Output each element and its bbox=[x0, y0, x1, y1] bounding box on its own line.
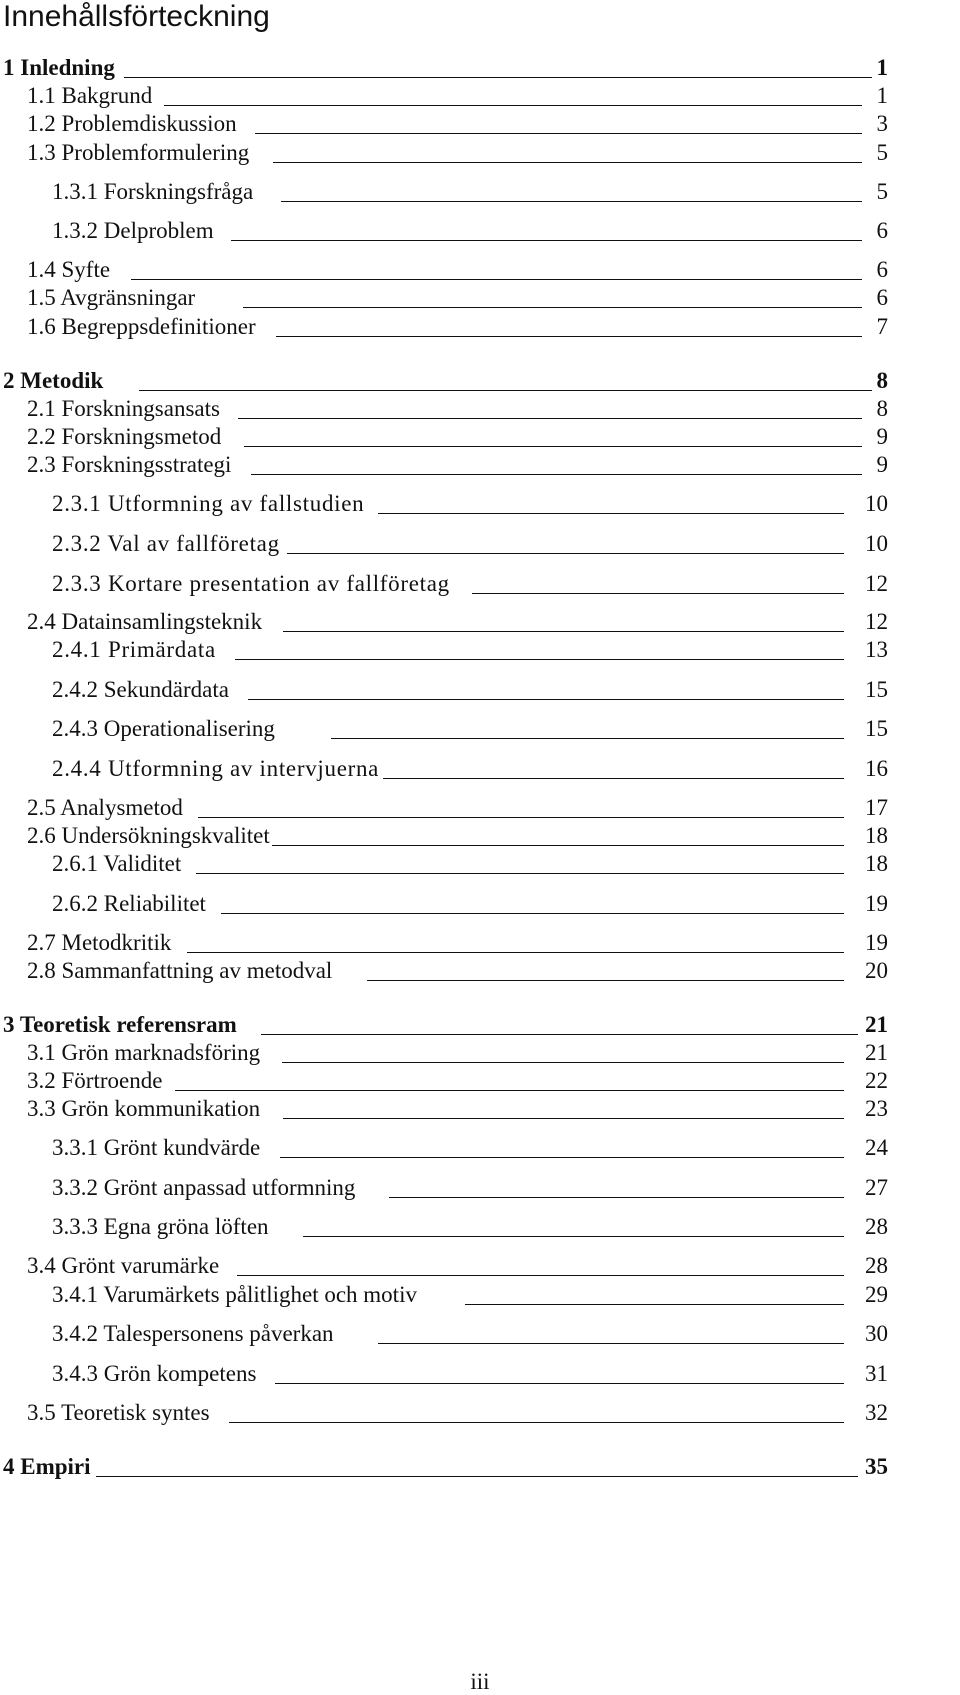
page-number: iii bbox=[470, 1669, 490, 1694]
toc-entry[interactable] bbox=[27, 794, 888, 822]
toc-entry[interactable] bbox=[52, 1213, 888, 1241]
toc-entry[interactable] bbox=[27, 1039, 888, 1067]
toc-entry[interactable] bbox=[27, 1399, 888, 1427]
toc-entry-label: 1.3.2 Delproblem bbox=[52, 218, 214, 243]
toc-leader-line bbox=[164, 105, 862, 106]
toc-page-number: 9 bbox=[876, 452, 888, 477]
toc-leader-line bbox=[131, 279, 862, 280]
toc-leader-line bbox=[465, 1304, 844, 1305]
toc-entry-label: 2.2 Forskningsmetod bbox=[27, 424, 222, 449]
toc-leader-line bbox=[281, 201, 862, 202]
toc-leader-line bbox=[229, 1422, 844, 1423]
toc-page-number: 19 bbox=[865, 930, 888, 955]
toc-page-number: 6 bbox=[876, 257, 888, 282]
toc-leader-line bbox=[282, 1062, 844, 1063]
toc-entry-label: 4 Empiri bbox=[3, 1454, 91, 1479]
toc-page-number: 9 bbox=[876, 424, 888, 449]
toc-leader-line bbox=[196, 873, 844, 874]
toc-entry[interactable] bbox=[27, 82, 888, 110]
toc-page-number: 5 bbox=[876, 140, 888, 165]
toc-page-number: 28 bbox=[865, 1214, 888, 1239]
toc-entry[interactable] bbox=[52, 890, 888, 918]
toc-page-number: 15 bbox=[865, 677, 888, 702]
toc-entry-label: 3.3.3 Egna gröna löften bbox=[52, 1214, 269, 1239]
toc-entry-label: 3.3.2 Grönt anpassad utformning bbox=[52, 1175, 356, 1200]
toc-entry[interactable] bbox=[27, 313, 888, 341]
toc-entry-label: 2 Metodik bbox=[3, 368, 104, 393]
toc-leader-line bbox=[261, 1034, 858, 1035]
toc-leader-line bbox=[235, 659, 844, 660]
toc-page-number: 32 bbox=[865, 1400, 888, 1425]
toc-entry-label: 2.3.3 Kortare presentation av fallföretag bbox=[52, 571, 450, 596]
toc-leader-line bbox=[367, 980, 844, 981]
toc-page-number: 21 bbox=[865, 1012, 888, 1037]
toc-leader-line bbox=[275, 1383, 844, 1384]
toc-page-number: 21 bbox=[865, 1040, 888, 1065]
toc-page-number: 8 bbox=[876, 396, 888, 421]
toc-leader-line bbox=[244, 446, 862, 447]
toc-leader-line bbox=[255, 133, 862, 134]
toc-entry-label: 3.4.1 Varumärkets pålitlighet och motiv bbox=[52, 1282, 417, 1307]
toc-entry-label: 2.7 Metodkritik bbox=[27, 930, 172, 955]
toc-leader-line bbox=[231, 240, 862, 241]
toc-entry[interactable] bbox=[27, 929, 888, 957]
toc-entry-label: 2.8 Sammanfattning av metodval bbox=[27, 958, 333, 983]
toc-entry-label: 3.1 Grön marknadsföring bbox=[27, 1040, 261, 1065]
toc-entry-label: 3.4.3 Grön kompetens bbox=[52, 1361, 257, 1386]
toc-entry[interactable] bbox=[52, 217, 888, 245]
toc-entry[interactable] bbox=[52, 1281, 888, 1309]
toc-entry[interactable] bbox=[27, 284, 888, 312]
toc-leader-line bbox=[283, 1118, 844, 1119]
toc-leader-line bbox=[283, 631, 844, 632]
toc-page-number: 13 bbox=[865, 637, 888, 662]
toc-entry-label: 2.6 Undersökningskvalitet bbox=[27, 823, 270, 848]
toc-entry-label: 2.5 Analysmetod bbox=[27, 795, 183, 820]
toc-leader-line bbox=[383, 778, 844, 779]
toc-page-number: 17 bbox=[865, 795, 888, 820]
toc-entry-label: 2.3.2 Val av fallföretag bbox=[52, 531, 280, 556]
toc-leader-line bbox=[389, 1197, 844, 1198]
toc-entry[interactable] bbox=[27, 1095, 888, 1123]
toc-entry-label: 1 Inledning bbox=[3, 55, 115, 80]
toc-leader-line bbox=[96, 1476, 858, 1477]
toc-entry[interactable] bbox=[52, 676, 888, 704]
toc-entry[interactable] bbox=[27, 608, 888, 636]
toc-entry-label: 3.4 Grönt varumärke bbox=[27, 1253, 220, 1278]
toc-page-number: 19 bbox=[865, 891, 888, 916]
toc-page-number: 28 bbox=[865, 1253, 888, 1278]
toc-entry-label: 2.4.3 Operationalisering bbox=[52, 716, 275, 741]
toc-page-number: 31 bbox=[865, 1361, 888, 1386]
toc-entry-label: 1.5 Avgränsningar bbox=[27, 285, 196, 310]
toc-leader-line bbox=[198, 817, 844, 818]
toc-page-number: 12 bbox=[865, 571, 888, 596]
toc-entry-label: 1.3 Problemformulering bbox=[27, 140, 250, 165]
toc-page-number: 16 bbox=[865, 756, 888, 781]
toc-entry[interactable] bbox=[52, 530, 888, 558]
toc-leader-line bbox=[273, 162, 862, 163]
toc-entry[interactable] bbox=[52, 1134, 888, 1162]
toc-chapter-entry[interactable] bbox=[3, 367, 888, 395]
page-title: Innehållsförteckning bbox=[3, 0, 270, 33]
toc-entry[interactable] bbox=[27, 139, 888, 167]
toc-page-number: 1 bbox=[876, 83, 888, 108]
toc-page-number: 18 bbox=[865, 851, 888, 876]
toc-page-number: 35 bbox=[865, 1454, 888, 1479]
toc-page-number: 15 bbox=[865, 716, 888, 741]
toc-leader-line bbox=[187, 952, 844, 953]
toc-entry-label: 1.4 Syfte bbox=[27, 257, 111, 282]
toc-entry-label: 3.4.2 Talespersonens påverkan bbox=[52, 1321, 334, 1346]
toc-leader-line bbox=[331, 738, 844, 739]
toc-page-number: 6 bbox=[876, 285, 888, 310]
toc-leader-line bbox=[378, 513, 844, 514]
toc-page-number: 30 bbox=[865, 1321, 888, 1346]
toc-entry[interactable] bbox=[52, 715, 888, 743]
toc-leader-line bbox=[472, 593, 844, 594]
toc-entry-label: 2.4.4 Utformning av intervjuerna bbox=[52, 756, 380, 781]
toc-page-number: 8 bbox=[876, 368, 888, 393]
toc-page-number: 5 bbox=[876, 179, 888, 204]
toc-leader-line bbox=[124, 77, 872, 78]
toc-leader-line bbox=[139, 390, 872, 391]
toc-entry[interactable] bbox=[27, 423, 888, 451]
toc-entry[interactable] bbox=[27, 957, 888, 985]
toc-entry[interactable] bbox=[52, 1174, 888, 1202]
toc-page-number: 12 bbox=[865, 609, 888, 634]
toc-leader-line bbox=[237, 1275, 844, 1276]
toc-entry[interactable] bbox=[52, 178, 888, 206]
toc-entry-label: 2.3.1 Utformning av fallstudien bbox=[52, 491, 365, 516]
toc-chapter-entry[interactable] bbox=[3, 54, 888, 82]
toc-page-number: 6 bbox=[876, 218, 888, 243]
toc-chapter-entry[interactable] bbox=[3, 1453, 888, 1481]
toc-leader-line bbox=[287, 553, 844, 554]
toc-entry-label: 3.3 Grön kommunikation bbox=[27, 1096, 261, 1121]
toc-entry[interactable] bbox=[27, 1252, 888, 1280]
toc-entry-label: 2.4.2 Sekundärdata bbox=[52, 677, 229, 702]
toc-entry[interactable] bbox=[52, 1360, 888, 1388]
toc-chapter-entry[interactable] bbox=[3, 1011, 888, 1039]
toc-page-number: 27 bbox=[865, 1175, 888, 1200]
toc-page-number: 20 bbox=[865, 958, 888, 983]
toc-entry[interactable] bbox=[52, 490, 888, 518]
toc-entry[interactable] bbox=[52, 1320, 888, 1348]
toc-leader-line bbox=[221, 913, 844, 914]
toc-leader-line bbox=[272, 845, 844, 846]
toc-entry-label: 1.1 Bakgrund bbox=[27, 83, 153, 108]
toc-entry-label: 3.3.1 Grönt kundvärde bbox=[52, 1135, 261, 1160]
toc-page-number: 18 bbox=[865, 823, 888, 848]
toc-page-number: 29 bbox=[865, 1282, 888, 1307]
toc-leader-line bbox=[243, 307, 862, 308]
toc-leader-line bbox=[378, 1343, 844, 1344]
toc-entry[interactable] bbox=[52, 850, 888, 878]
toc-entry[interactable] bbox=[27, 256, 888, 284]
toc-entry-label: 2.3 Forskningsstrategi bbox=[27, 452, 232, 477]
toc-page-number: 10 bbox=[865, 531, 888, 556]
toc-entry-label: 3.2 Förtroende bbox=[27, 1068, 163, 1093]
toc-entry-label: 1.2 Problemdiskussion bbox=[27, 111, 237, 136]
toc-entry[interactable] bbox=[27, 451, 888, 479]
toc-entry-label: 2.4.1 Primärdata bbox=[52, 637, 216, 662]
toc-entry[interactable] bbox=[27, 822, 888, 850]
toc-page-number: 1 bbox=[876, 55, 888, 80]
toc-entry[interactable] bbox=[52, 570, 888, 598]
toc-entry[interactable] bbox=[27, 1067, 888, 1095]
toc-leader-line bbox=[248, 699, 844, 700]
toc-leader-line bbox=[238, 418, 862, 419]
toc-entry-label: 3 Teoretisk referensram bbox=[3, 1012, 237, 1037]
toc-entry[interactable] bbox=[52, 755, 888, 783]
toc-page-number: 23 bbox=[865, 1096, 888, 1121]
toc-entry-label: 2.4 Datainsamlingsteknik bbox=[27, 609, 263, 634]
toc-entry[interactable] bbox=[27, 110, 888, 138]
toc-entry-label: 1.3.1 Forskningsfråga bbox=[52, 179, 254, 204]
toc-entry-label: 2.1 Forskningsansats bbox=[27, 396, 220, 421]
toc-entry[interactable] bbox=[52, 636, 888, 664]
toc-page-number: 24 bbox=[865, 1135, 888, 1160]
toc-page-number: 10 bbox=[865, 491, 888, 516]
toc-leader-line bbox=[251, 474, 862, 475]
toc-entry-label: 2.6.1 Validitet bbox=[52, 851, 182, 876]
toc-entry[interactable] bbox=[27, 395, 888, 423]
toc-entry-label: 3.5 Teoretisk syntes bbox=[27, 1400, 210, 1425]
toc-page-number: 7 bbox=[876, 314, 888, 339]
toc-leader-line bbox=[276, 336, 862, 337]
toc-entry-label: 2.6.2 Reliabilitet bbox=[52, 891, 206, 916]
toc-page-number: 22 bbox=[865, 1068, 888, 1093]
toc-leader-line bbox=[175, 1090, 844, 1091]
toc-leader-line bbox=[280, 1157, 844, 1158]
toc-leader-line bbox=[303, 1236, 844, 1237]
toc-entry-label: 1.6 Begreppsdefinitioner bbox=[27, 314, 256, 339]
toc-page-number: 3 bbox=[876, 111, 888, 136]
